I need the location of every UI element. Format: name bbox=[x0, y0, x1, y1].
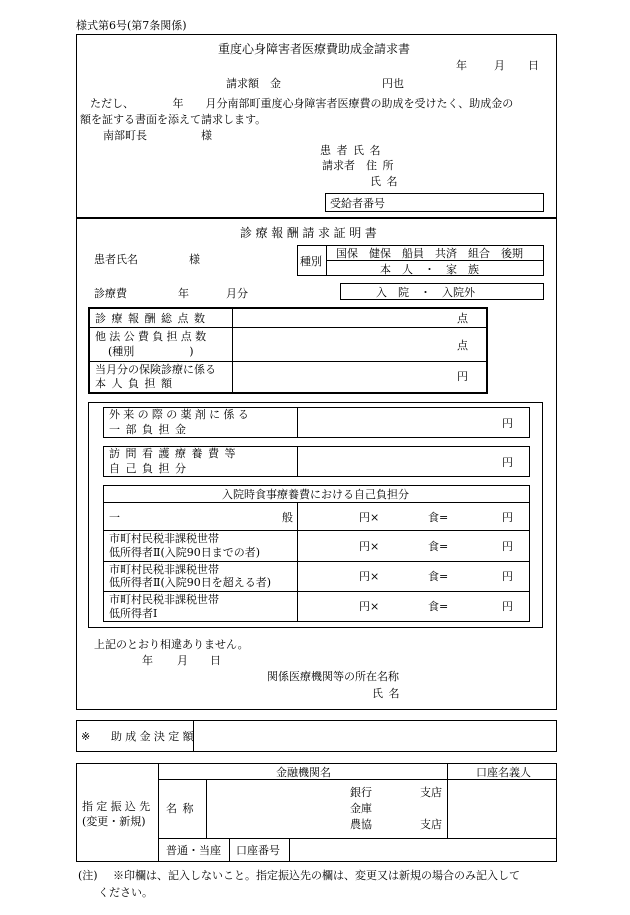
nursing-unit: 円 bbox=[502, 456, 513, 469]
self-pay-unit: 円 bbox=[457, 370, 468, 383]
meal-count-2: 食= bbox=[428, 570, 449, 583]
signer-name-label: 氏名 bbox=[372, 687, 405, 700]
public-points-label: 他法公費負担点数 bbox=[95, 330, 210, 343]
meal-yen-3: 円 bbox=[502, 600, 513, 613]
meal-yen-times-2: 円× bbox=[359, 570, 380, 583]
claim-section bbox=[76, 34, 557, 218]
medical-fee-month: 月分 bbox=[226, 287, 248, 300]
address-label: 住所 bbox=[366, 159, 399, 172]
self-pay-label-1: 当月分の保険診療に係る bbox=[95, 363, 216, 376]
meal-row-low1-line1: 市町村民税非課税世帯 bbox=[109, 593, 219, 606]
patient-name-label: 患者氏名 bbox=[320, 144, 386, 157]
medical-fee-year: 年 bbox=[178, 287, 189, 300]
meal-yen-times-0: 円× bbox=[359, 511, 380, 524]
meal-row-low2-a-line2: 低所得者Ⅱ(入院90日までの者) bbox=[109, 546, 261, 559]
meal-yen-times-3: 円× bbox=[359, 600, 380, 613]
date-day: 日 bbox=[528, 59, 539, 72]
meal-count-0: 食= bbox=[428, 511, 449, 524]
meal-title: 入院時食事療養費における自己負担分 bbox=[222, 488, 409, 501]
addressee-honorific: 様 bbox=[201, 129, 212, 142]
cert-honorific: 様 bbox=[189, 253, 200, 266]
note-prefix: (注) bbox=[78, 869, 98, 882]
inpatient-outpatient: 入 院 ・ 入院外 bbox=[376, 286, 475, 299]
nursing-label-1: 訪問看護療養費等 bbox=[109, 447, 241, 460]
meal-row-general-label-start: 一 bbox=[109, 511, 120, 524]
decision-amount-field[interactable] bbox=[193, 720, 557, 752]
meal-count-3: 食= bbox=[428, 600, 449, 613]
certify-text: 上記のとおり相違ありません。 bbox=[94, 638, 249, 651]
noukyo-branch-label: 支店 bbox=[420, 818, 442, 831]
nursing-label-2: 自己負担分 bbox=[109, 462, 192, 475]
institution-label: 関係医療機関等の所在名称 bbox=[267, 670, 399, 683]
shinkin-label: 金庫 bbox=[350, 802, 372, 815]
note-line1: ※印欄は、記入しないこと。指定振込先の欄は、変更又は新規の場合のみ記入して bbox=[113, 869, 520, 882]
insurance-types[interactable]: 国保 健保 船員 共済 組合 後期 bbox=[336, 247, 523, 260]
account-number-field[interactable] bbox=[289, 838, 557, 862]
decision-label: 助成金決定額 bbox=[111, 730, 197, 743]
self-pay-label-2: 本人負担額 bbox=[95, 377, 178, 390]
amount-unit: 円也 bbox=[382, 77, 404, 90]
addressee: 南部町長 bbox=[103, 129, 147, 142]
certify-year: 年 bbox=[142, 654, 153, 667]
proviso-line2: 額を証する書面を添えて請求します。 bbox=[80, 113, 267, 126]
cert-patient-name-label: 患者氏名 bbox=[94, 253, 138, 266]
note-line2: ください。 bbox=[98, 886, 153, 899]
proviso-line1: ただし、 年 月分南部町重度心身障害者医療費の助成を受けたく、助成金の bbox=[90, 97, 514, 110]
outpatient-drug-label-2: 一部負担金 bbox=[109, 423, 192, 436]
transfer-label-1: 指定振込先 bbox=[82, 800, 154, 813]
meal-row-low1-line2: 低所得者Ⅰ bbox=[109, 607, 158, 620]
account-type[interactable]: 普通・当座 bbox=[166, 844, 221, 857]
certificate-title: 診療報酬請求証明書 bbox=[240, 226, 381, 240]
transfer-label-2: (変更・新規) bbox=[82, 815, 146, 828]
recipient-number-label: 受給者番号 bbox=[330, 197, 385, 210]
date-year: 年 bbox=[456, 59, 467, 72]
outpatient-drug-unit: 円 bbox=[502, 417, 513, 430]
account-holder-header: 口座名義人 bbox=[476, 766, 531, 779]
meal-row-low2-a-line1: 市町村民税非課税世帯 bbox=[109, 532, 219, 545]
meal-count-1: 食= bbox=[428, 540, 449, 553]
certify-month: 月 bbox=[177, 654, 188, 667]
meal-yen-times-1: 円× bbox=[359, 540, 380, 553]
meal-row-low2-b-line1: 市町村民税非課税世帯 bbox=[109, 563, 219, 576]
claim-title: 重度心身障害者医療費助成金請求書 bbox=[218, 42, 411, 56]
meal-yen-1: 円 bbox=[502, 540, 513, 553]
account-number-label: 口座番号 bbox=[236, 844, 280, 857]
name-label: 氏名 bbox=[370, 175, 403, 188]
medical-fee-label: 診療費 bbox=[94, 287, 127, 300]
meal-row-general-label-end: 般 bbox=[282, 511, 293, 524]
institution-name-header: 金融機関名 bbox=[276, 766, 331, 779]
noukyo-label: 農協 bbox=[350, 818, 372, 831]
certify-day: 日 bbox=[210, 654, 221, 667]
meal-yen-2: 円 bbox=[502, 570, 513, 583]
public-points-sub: (種別 ) bbox=[108, 345, 194, 358]
form-code: 様式第6号(第7条関係) bbox=[76, 19, 187, 32]
public-points-unit: 点 bbox=[457, 339, 468, 352]
bank-label: 銀行 bbox=[350, 786, 372, 799]
claimant-label: 請求者 bbox=[322, 159, 355, 172]
total-points-unit: 点 bbox=[457, 312, 468, 325]
transfer-name-label: 名称 bbox=[166, 802, 199, 815]
meal-yen-0: 円 bbox=[502, 511, 513, 524]
type-label: 種別 bbox=[300, 255, 322, 268]
decision-mark: ※ bbox=[81, 730, 91, 743]
amount-label: 請求額 金 bbox=[226, 77, 281, 90]
outpatient-drug-label-1: 外来の際の薬剤に係る bbox=[109, 408, 252, 421]
meal-row-low2-b-line2: 低所得者Ⅱ(入院90日を超える者) bbox=[109, 576, 272, 589]
bank-branch-label: 支店 bbox=[420, 786, 442, 799]
total-points-label: 診療報酬総点数 bbox=[95, 312, 211, 325]
date-month: 月 bbox=[494, 59, 505, 72]
person-types[interactable]: 本 人 ・ 家 族 bbox=[380, 263, 479, 276]
